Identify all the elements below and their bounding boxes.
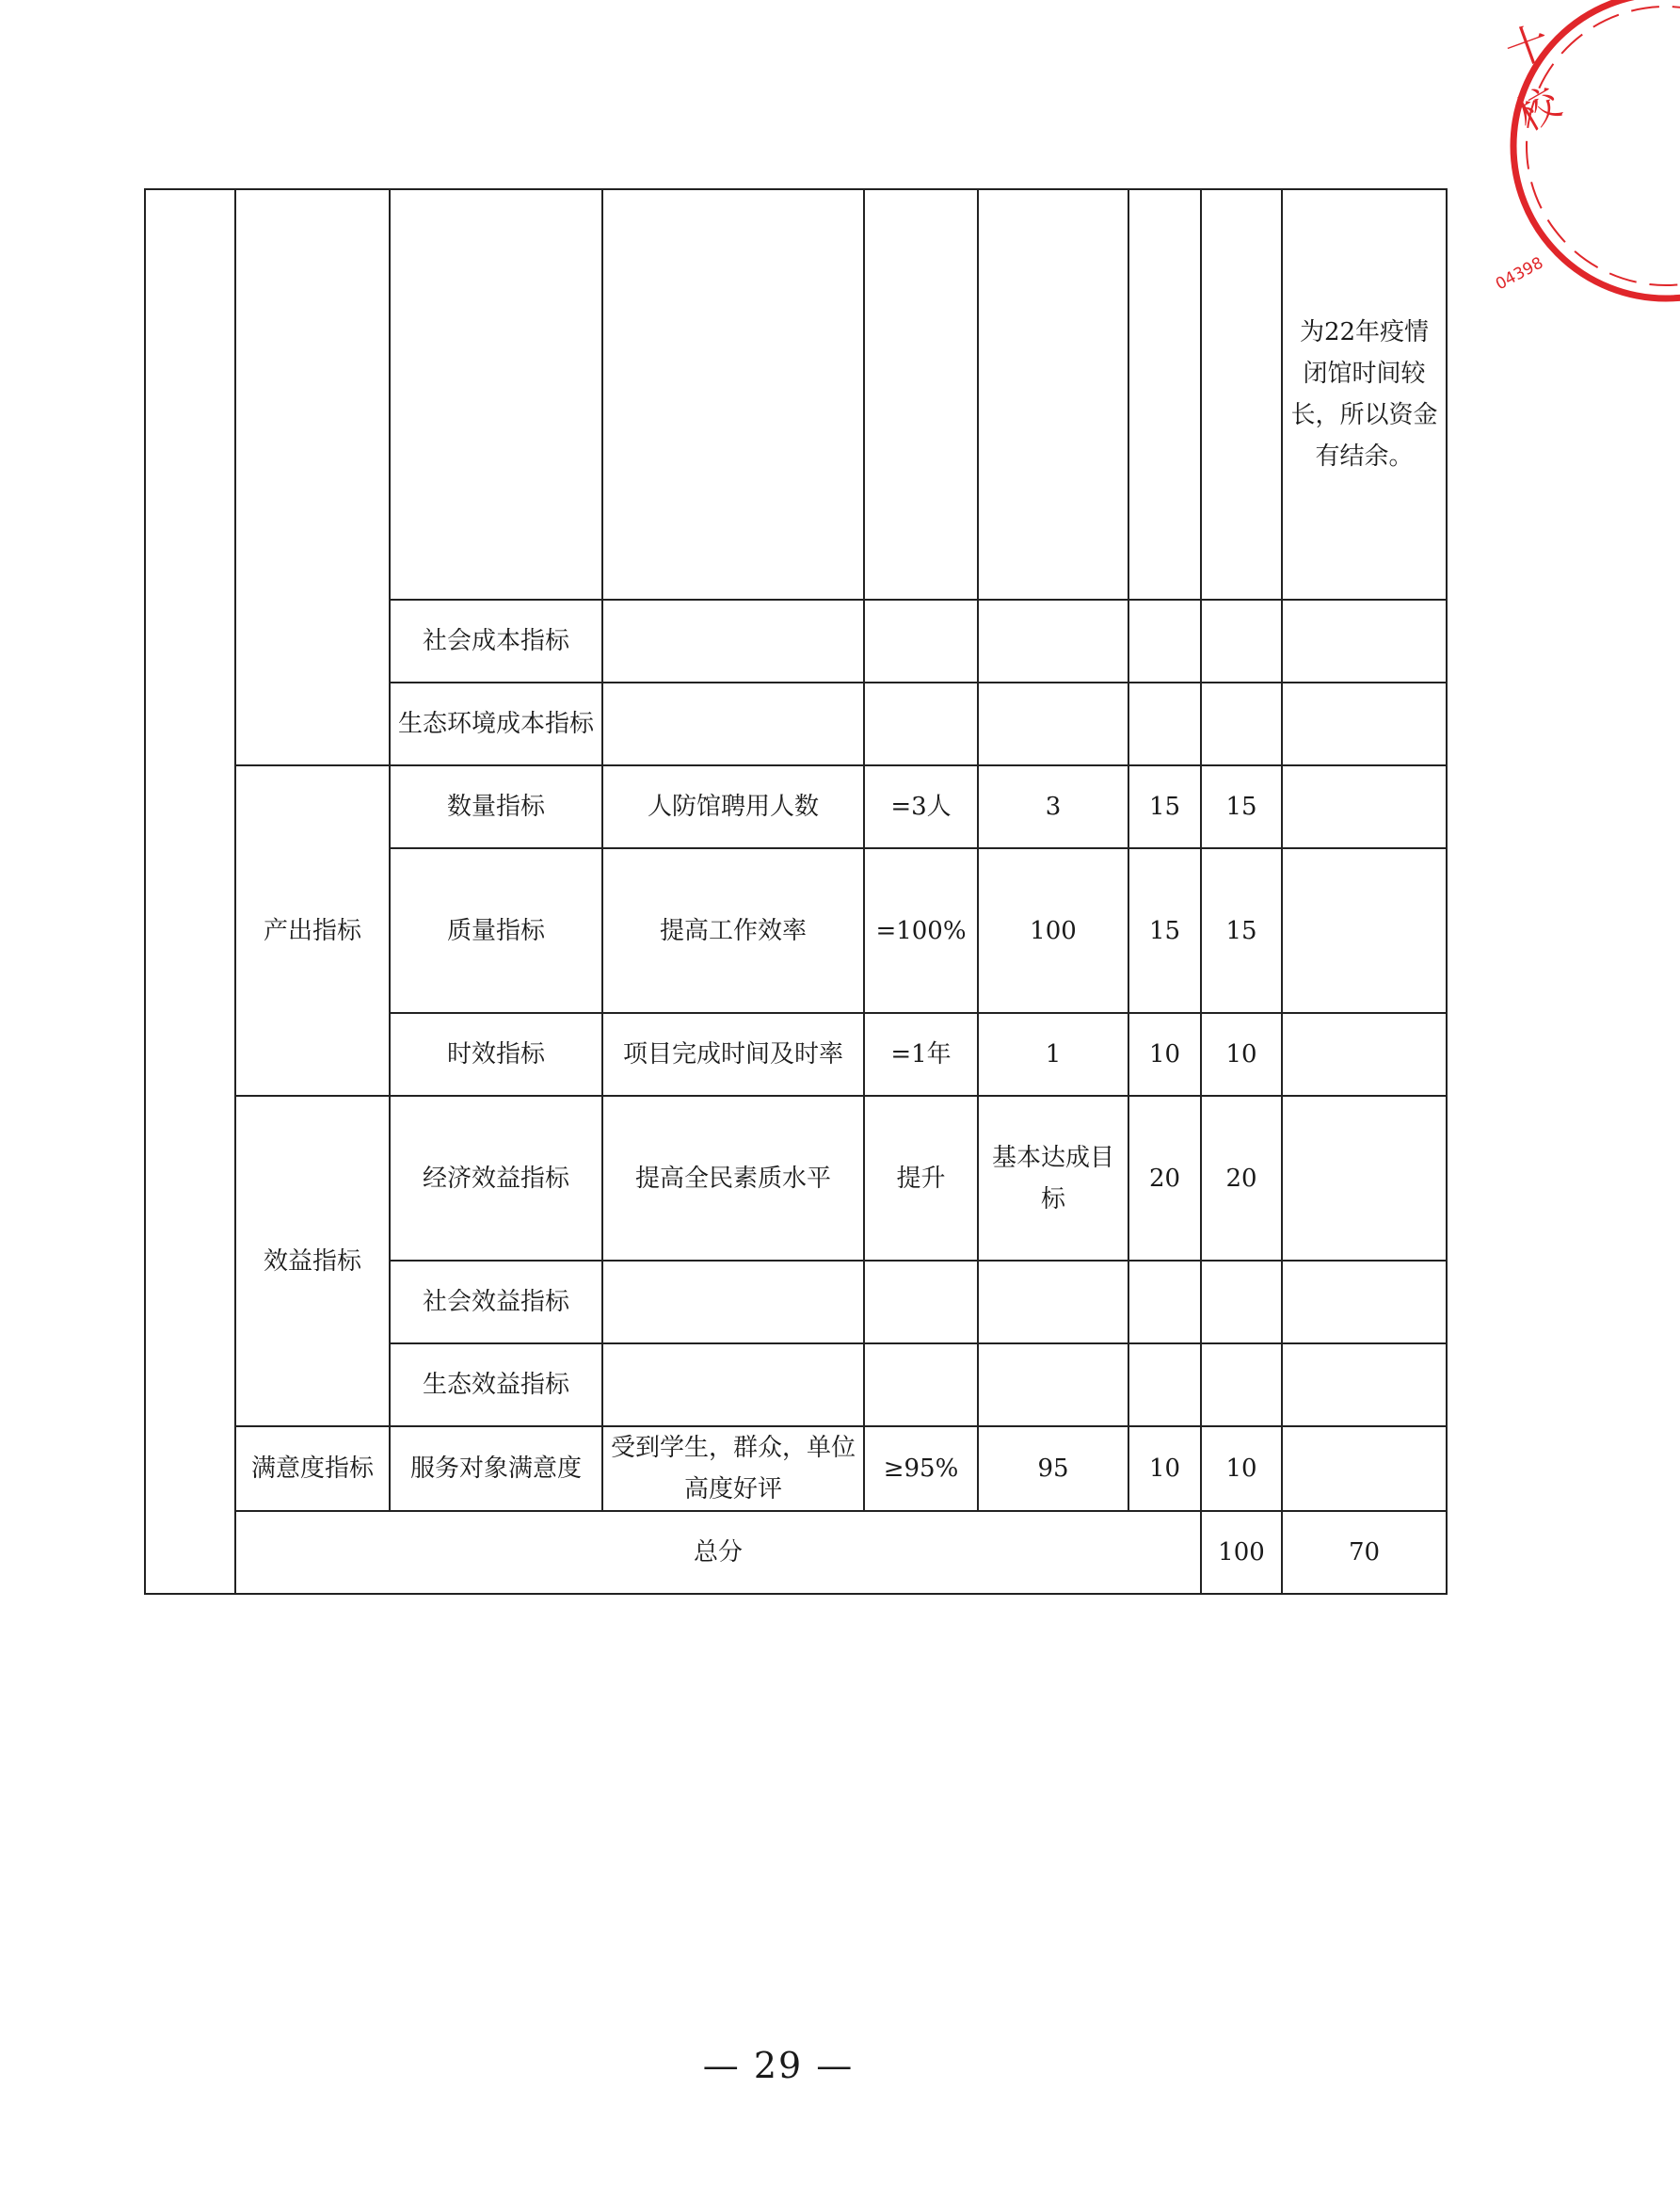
- score-value: 10: [1201, 1426, 1282, 1511]
- target-value: ≥95%: [864, 1426, 978, 1511]
- indicator-text: 项目完成时间及时率: [602, 1013, 864, 1096]
- total-row: [145, 1511, 1447, 1594]
- row-label: 质量指标: [390, 848, 602, 1013]
- weight-value: 10: [1128, 1013, 1201, 1096]
- table-row: [145, 1426, 1447, 1511]
- actual-value: 100: [978, 848, 1128, 1013]
- category-label: 满意度指标: [235, 1426, 390, 1511]
- row-label: 社会成本指标: [390, 600, 602, 683]
- deviation-note: 为22年疫情闭馆时间较长，所以资金有结余。: [1282, 189, 1447, 600]
- weight-value: 15: [1128, 765, 1201, 848]
- row-label: 经济效益指标: [390, 1096, 602, 1261]
- indicator-text: 提高工作效率: [602, 848, 864, 1013]
- score-value: 20: [1201, 1096, 1282, 1261]
- actual-value: 1: [978, 1013, 1128, 1096]
- indicator-text: 人防馆聘用人数: [602, 765, 864, 848]
- cell-level1: [145, 189, 235, 1594]
- total-label: 总分: [235, 1511, 1201, 1594]
- page-number: — 29 —: [702, 2045, 855, 2086]
- weight-value: 15: [1128, 848, 1201, 1013]
- row-label: 服务对象满意度: [390, 1426, 602, 1511]
- total-weight: 100: [1201, 1511, 1282, 1594]
- row-label: 数量指标: [390, 765, 602, 848]
- score-value: 15: [1201, 848, 1282, 1013]
- row-label: 时效指标: [390, 1013, 602, 1096]
- actual-value: 3: [978, 765, 1128, 848]
- row-label: 生态效益指标: [390, 1343, 602, 1426]
- weight-value: 20: [1128, 1096, 1201, 1261]
- table-row: [145, 1096, 1447, 1261]
- table-row: [145, 189, 1447, 600]
- target-value: =100%: [864, 848, 978, 1013]
- score-value: 15: [1201, 765, 1282, 848]
- score-value: 10: [1201, 1013, 1282, 1096]
- target-value: =3人: [864, 765, 978, 848]
- weight-value: 10: [1128, 1426, 1201, 1511]
- seal-number: 04398: [1492, 253, 1547, 295]
- official-seal: [1492, 0, 1569, 311]
- row-label: 生态环境成本指标: [390, 683, 602, 765]
- row-label: 社会效益指标: [390, 1261, 602, 1343]
- svg-text:十: 十: [1498, 14, 1557, 78]
- performance-indicator-table: [144, 188, 1448, 1595]
- actual-value: 基本达成目标: [978, 1096, 1128, 1261]
- indicator-text: 受到学生，群众，单位高度好评: [602, 1426, 864, 1511]
- category-label: 效益指标: [235, 1096, 390, 1426]
- target-value: 提升: [864, 1096, 978, 1261]
- category-label: 产出指标: [235, 765, 390, 1096]
- cell-cost-level2: [235, 189, 390, 765]
- svg-text:校: 校: [1509, 78, 1569, 141]
- target-value: =1年: [864, 1013, 978, 1096]
- actual-value: 95: [978, 1426, 1128, 1511]
- table-row: [145, 765, 1447, 848]
- total-score: 70: [1282, 1511, 1447, 1594]
- indicator-text: 提高全民素质水平: [602, 1096, 864, 1261]
